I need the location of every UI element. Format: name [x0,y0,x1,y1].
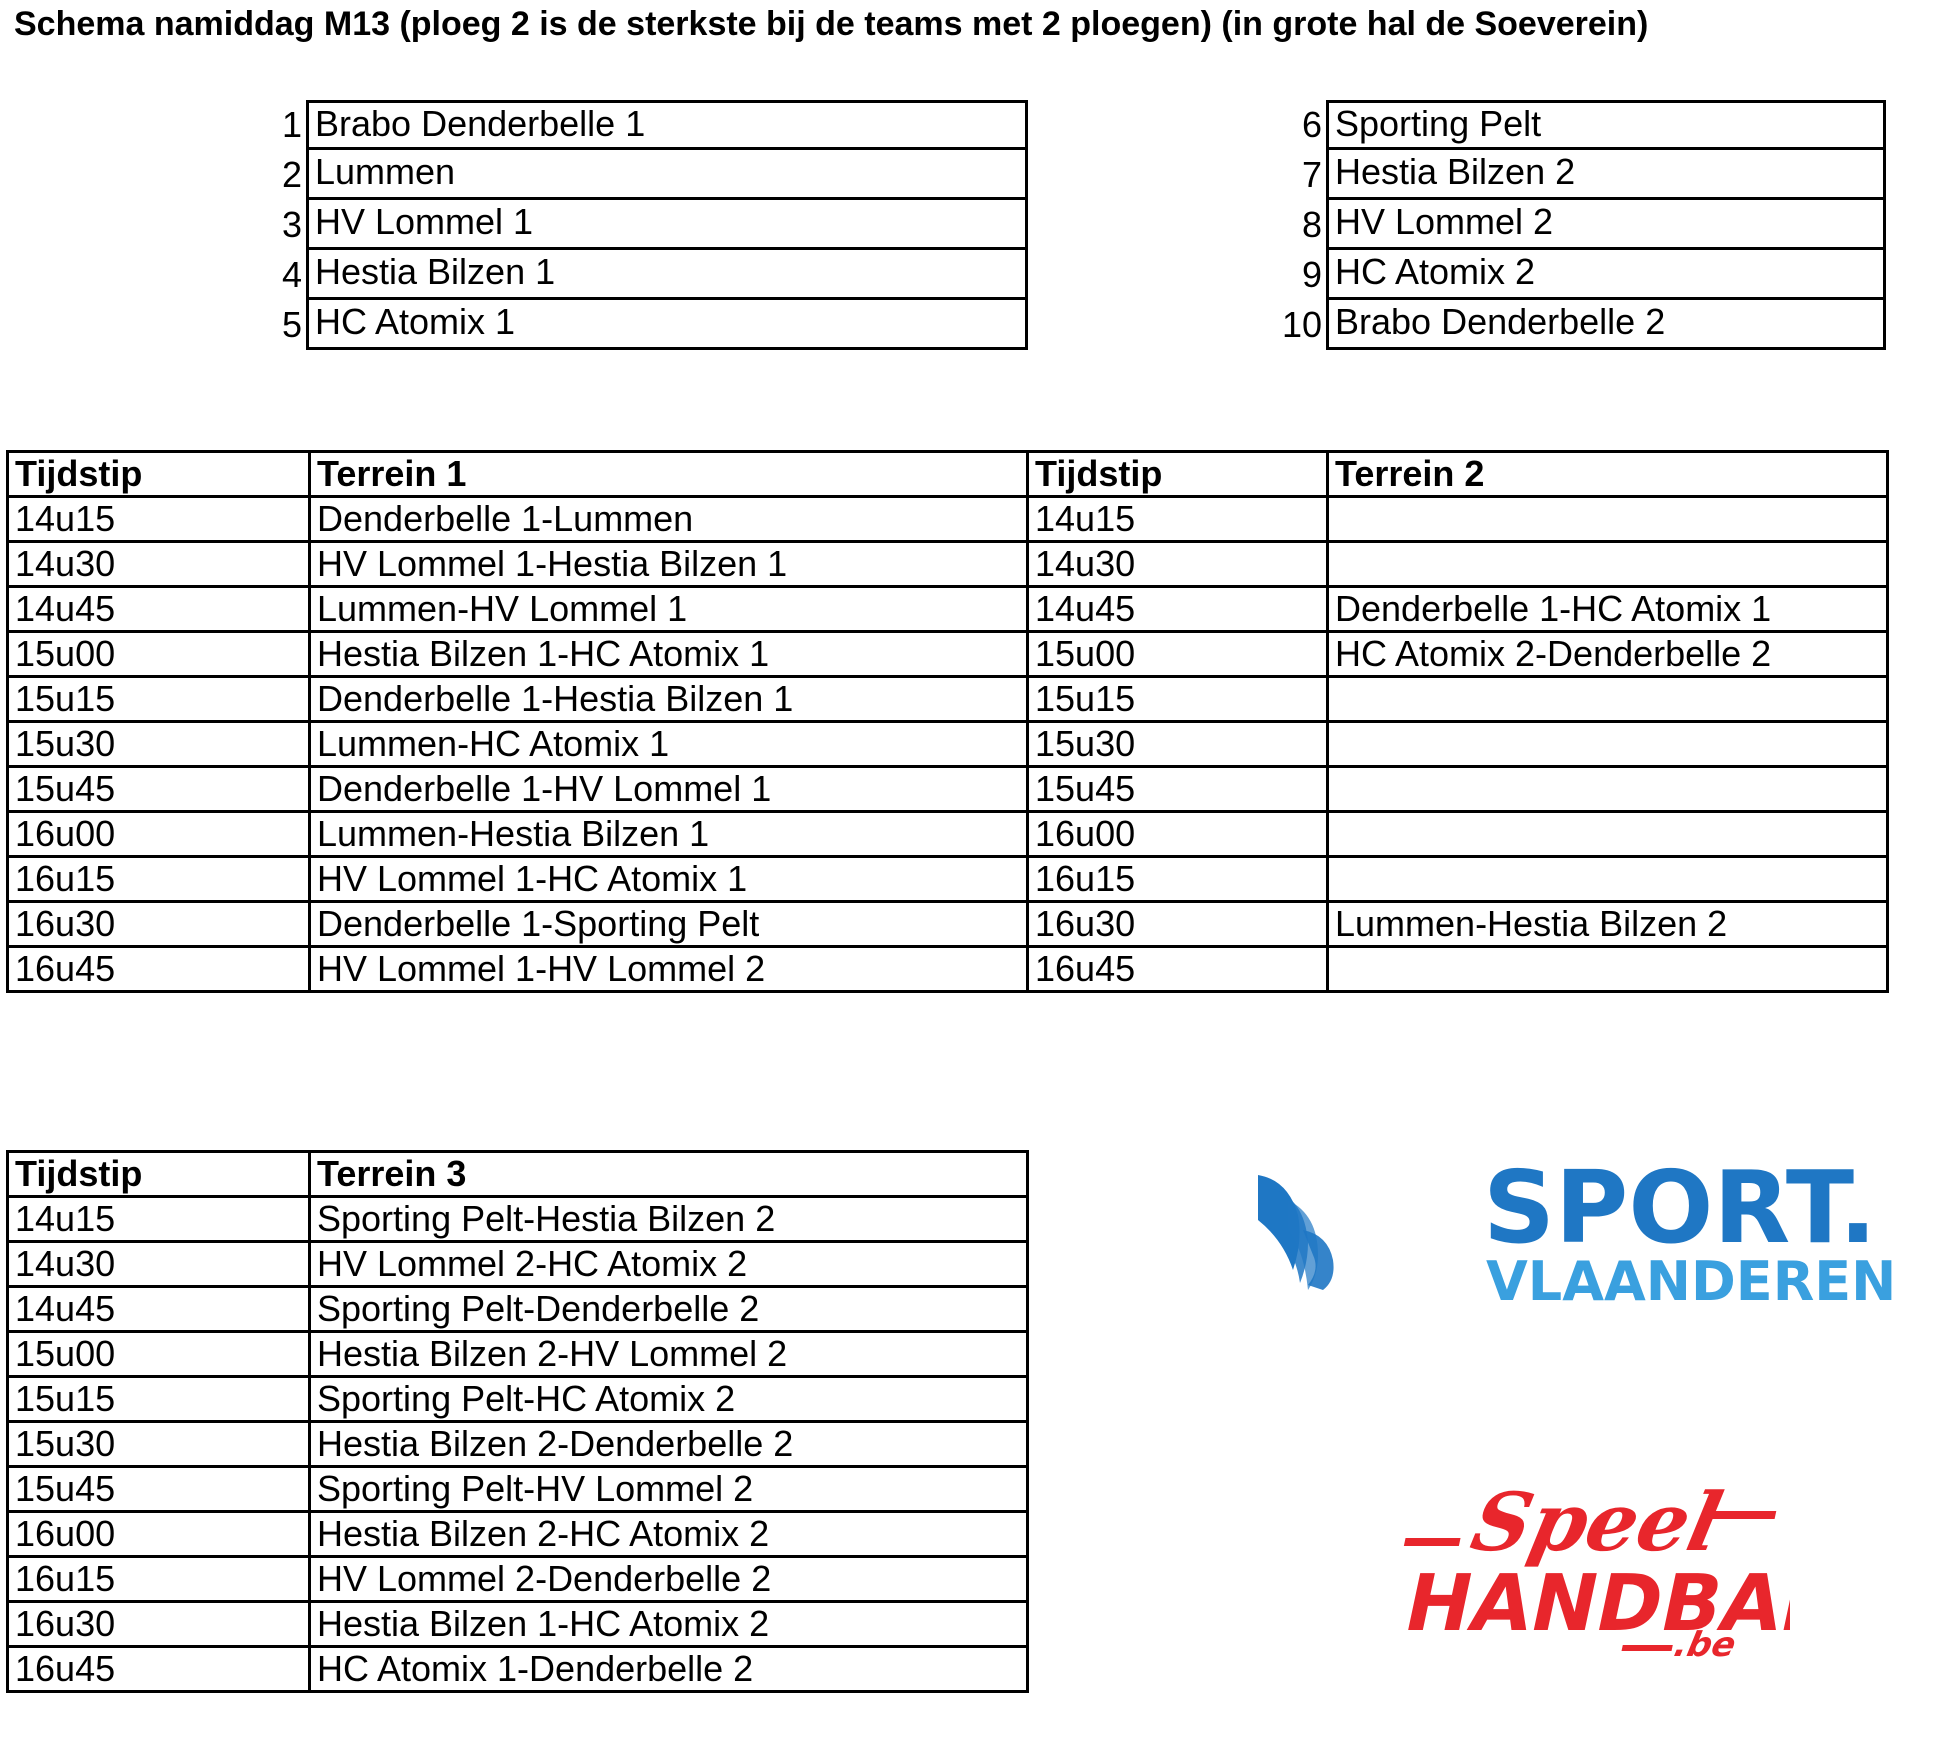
match-cell: Hestia Bilzen 2-Denderbelle 2 [310,1422,1028,1467]
time-cell: 14u45 [8,587,310,632]
time-cell: 15u30 [8,722,310,767]
team-number: 3 [281,204,302,245]
schedule-table-terrein-3 [6,1150,1029,1693]
table-row [8,767,1888,812]
time-cell: 16u15 [8,857,310,902]
team-name: HC Atomix 2 [1326,250,1886,300]
team-list-left [270,100,1028,350]
time-cell: 16u30 [8,1602,310,1647]
sport-logo-line1: SPORT. [1483,1160,1877,1266]
column-header: Terrein 1 [310,452,1028,497]
match-cell: Lummen-HV Lommel 1 [310,587,1028,632]
table-row [8,1377,1028,1422]
time-cell: 16u00 [8,1512,310,1557]
table-row [8,1602,1028,1647]
match-cell: HV Lommel 2-HC Atomix 2 [310,1242,1028,1287]
team-row [270,200,1028,250]
team-row [1270,300,1886,350]
time-cell: 15u00 [1028,632,1328,677]
match-cell [1328,722,1888,767]
time-cell: 15u45 [8,767,310,812]
match-cell: Hestia Bilzen 2-HV Lommel 2 [310,1332,1028,1377]
match-cell: HC Atomix 1-Denderbelle 2 [310,1647,1028,1692]
team-name: HV Lommel 1 [306,200,1028,250]
table-row [8,902,1888,947]
match-cell: HV Lommel 1-HV Lommel 2 [310,947,1028,992]
time-cell: 16u30 [8,902,310,947]
match-cell: Denderbelle 1-HC Atomix 1 [1328,587,1888,632]
team-number: 8 [1301,204,1322,245]
table-row [8,857,1888,902]
table-header-row [8,1152,1028,1197]
time-cell: 15u15 [8,1377,310,1422]
match-cell [1328,767,1888,812]
match-cell [1328,812,1888,857]
match-cell: HV Lommel 2-Denderbelle 2 [310,1557,1028,1602]
team-number: 2 [281,154,302,195]
team-name: HC Atomix 1 [306,300,1028,350]
team-name: Brabo Denderbelle 1 [306,100,1028,150]
team-row [270,100,1028,150]
time-cell: 15u00 [8,632,310,677]
team-number: 6 [1301,104,1322,145]
time-cell: 16u45 [8,1647,310,1692]
time-cell: 14u15 [8,1197,310,1242]
team-name: Sporting Pelt [1326,100,1886,150]
table-row [8,1242,1028,1287]
team-name: Hestia Bilzen 2 [1326,150,1886,200]
time-cell: 16u00 [8,812,310,857]
table-row [8,1467,1028,1512]
match-cell: HC Atomix 2-Denderbelle 2 [1328,632,1888,677]
speel-logo-line2: HANDBAL [1396,1557,1790,1649]
match-cell: Lummen-Hestia Bilzen 2 [1328,902,1888,947]
time-cell: 14u45 [1028,587,1328,632]
match-cell [1328,677,1888,722]
match-cell [1328,857,1888,902]
speel-handbal-logo [1390,1470,1790,1665]
match-cell: Denderbelle 1-Sporting Pelt [310,902,1028,947]
team-number: 7 [1301,154,1322,195]
table-header-row [8,452,1888,497]
match-cell: Hestia Bilzen 1-HC Atomix 1 [310,632,1028,677]
time-cell: 14u15 [1028,497,1328,542]
table-row [8,1557,1028,1602]
column-header: Terrein 3 [310,1152,1028,1197]
table-row [8,587,1888,632]
match-cell: Lummen-HC Atomix 1 [310,722,1028,767]
team-row [1270,150,1886,200]
match-cell: Hestia Bilzen 2-HC Atomix 2 [310,1512,1028,1557]
table-row [8,1287,1028,1332]
time-cell: 15u00 [8,1332,310,1377]
match-cell: Denderbelle 1-HV Lommel 1 [310,767,1028,812]
match-cell: Sporting Pelt-HC Atomix 2 [310,1377,1028,1422]
schedule-table-terrein-1-2 [6,450,1889,993]
table-row [8,632,1888,677]
time-cell: 15u45 [8,1467,310,1512]
match-cell [1328,542,1888,587]
table-row [8,497,1888,542]
speel-logo-line3: .be [1670,1625,1740,1660]
time-cell: 16u45 [8,947,310,992]
team-list-right [1270,100,1886,350]
table-row [8,542,1888,587]
match-cell: HV Lommel 1-HC Atomix 1 [310,857,1028,902]
time-cell: 15u30 [8,1422,310,1467]
match-cell: HV Lommel 1-Hestia Bilzen 1 [310,542,1028,587]
time-cell: 14u30 [1028,542,1328,587]
flemish-lion-icon [1258,1175,1334,1290]
time-cell: 16u45 [1028,947,1328,992]
time-cell: 14u15 [8,497,310,542]
time-cell: 16u30 [1028,902,1328,947]
sport-logo-line2: VLAANDEREN [1486,1250,1897,1310]
match-cell: Denderbelle 1-Lummen [310,497,1028,542]
table-row [8,677,1888,722]
time-cell: 15u45 [1028,767,1328,812]
time-cell: 16u15 [1028,857,1328,902]
time-cell: 15u30 [1028,722,1328,767]
match-cell: Sporting Pelt-HV Lommel 2 [310,1467,1028,1512]
team-name: Hestia Bilzen 1 [306,250,1028,300]
team-name: HV Lommel 2 [1326,200,1886,250]
match-cell: Sporting Pelt-Hestia Bilzen 2 [310,1197,1028,1242]
team-number: 9 [1301,254,1322,295]
column-header: Terrein 2 [1328,452,1888,497]
match-cell: Denderbelle 1-Hestia Bilzen 1 [310,677,1028,722]
table-row [8,1647,1028,1692]
match-cell [1328,497,1888,542]
match-cell: Sporting Pelt-Denderbelle 2 [310,1287,1028,1332]
team-row [270,250,1028,300]
team-number: 4 [281,254,302,295]
match-cell: Lummen-Hestia Bilzen 1 [310,812,1028,857]
team-row [270,150,1028,200]
speel-logo-line1: Speel [1463,1475,1730,1570]
page-title: Schema namiddag M13 (ploeg 2 is de sterkste bij de teams met 2 ploegen) (in grote hal de Soeverein) [14,5,1649,43]
team-number: 1 [281,104,302,145]
time-cell: 14u30 [8,1242,310,1287]
time-cell: 14u30 [8,542,310,587]
table-row [8,722,1888,767]
column-header: Tijdstip [8,452,310,497]
team-number: 10 [1281,304,1322,345]
time-cell: 14u45 [8,1287,310,1332]
sport-vlaanderen-logo [1248,1160,1928,1315]
team-name: Lummen [306,150,1028,200]
team-row [1270,250,1886,300]
table-row [8,1197,1028,1242]
time-cell: 15u15 [1028,677,1328,722]
table-row [8,1332,1028,1377]
time-cell: 16u00 [1028,812,1328,857]
table-row [8,812,1888,857]
team-name: Brabo Denderbelle 2 [1326,300,1886,350]
table-row [8,1512,1028,1557]
team-number: 5 [281,304,302,345]
match-cell: Hestia Bilzen 1-HC Atomix 2 [310,1602,1028,1647]
match-cell [1328,947,1888,992]
team-row [1270,100,1886,150]
time-cell: 15u15 [8,677,310,722]
time-cell: 16u15 [8,1557,310,1602]
column-header: Tijdstip [8,1152,310,1197]
table-row [8,947,1888,992]
team-row [270,300,1028,350]
table-row [8,1422,1028,1467]
team-row [1270,200,1886,250]
column-header: Tijdstip [1028,452,1328,497]
